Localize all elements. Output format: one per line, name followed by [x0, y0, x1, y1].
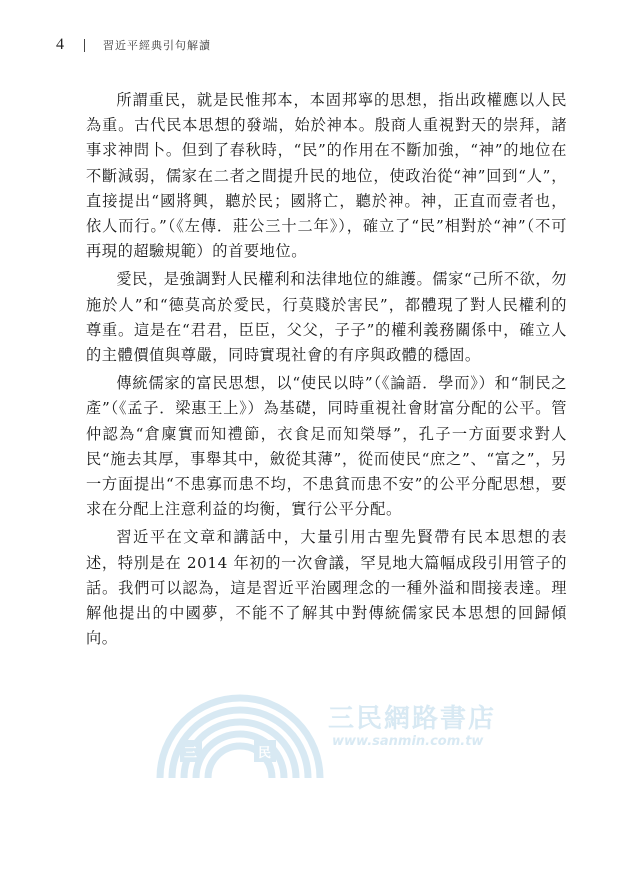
- watermark-name: 三民網路書店: [328, 704, 497, 734]
- watermark-char-right: 民: [258, 746, 272, 761]
- header-divider: [84, 39, 85, 52]
- paragraph-xi-jinping: 習近平在文章和講話中，大量引用古聖先賢帶有民本思想的表述，特別是在 2014 年初的一次會議，罕見地大篇幅成段引用管子的話。我們可以認為，這是習近平治國理念的一種外溢和間接表達。理解他提出的中國夢，不能不了解其中對傳統儒家民本思想的回歸傾向。: [86, 528, 567, 648]
- running-header: [56, 36, 211, 54]
- body-text: [86, 88, 567, 654]
- running-title: 習近平經典引句解讀: [103, 39, 211, 52]
- watermark-url: www.sanmin.com.tw: [332, 734, 484, 749]
- sanmin-watermark: [150, 690, 510, 780]
- paragraph-zhongmin: 所謂重民，就是民惟邦本，本固邦寧的思想，指出政權應以人民為重。古代民本思想的發端，始於神本。殷商人重視對天的崇拜，諸事求神問卜。但到了春秋時，“民”的作用在不斷加強，“神”的地位在不斷減弱，儒家在二者之間提升民的地位，使政治從“神”回到“人”，直接提出“國將興，聽於民；國將亡，聽於神。神，正直而壹者也，依人而行。”（《左傳．莊公三十二年》），確立了“民”相對於“神”（不可再現的超驗規範）的首要地位。: [86, 91, 567, 261]
- page-number: 4: [56, 36, 64, 53]
- watermark-char-left: 三: [184, 746, 198, 761]
- paragraph-aimin: 愛民，是強調對人民權利和法律地位的維護。儒家“己所不欲，勿施於人”和“德莫高於愛民，行莫賤於害民”，都體現了對人民權利的尊重。這是在“君君，臣臣，父父，子子”的權利義務關係中，確立人的主體價值與尊嚴，同時實現社會的有序與政體的穩固。: [86, 270, 567, 365]
- paragraph-fumin: 傳統儒家的富民思想，以“使民以時”（《論語．學而》）和“制民之產”（《孟子．梁惠王上》）為基礎，同時重視社會財富分配的公平。管仲認為“倉廩實而知禮節，衣食足而知榮辱”，孔子一方面要求對人民“施去其厚，事舉其中，斂從其薄”，從而使民“庶之”、“富之”，另一方面提出“不患寡而患不均，不患貧而患不安”的公平分配思想，要求在分配上注意利益的均衡，實行公平分配。: [86, 374, 567, 519]
- watermark-arcs-icon: [150, 690, 330, 780]
